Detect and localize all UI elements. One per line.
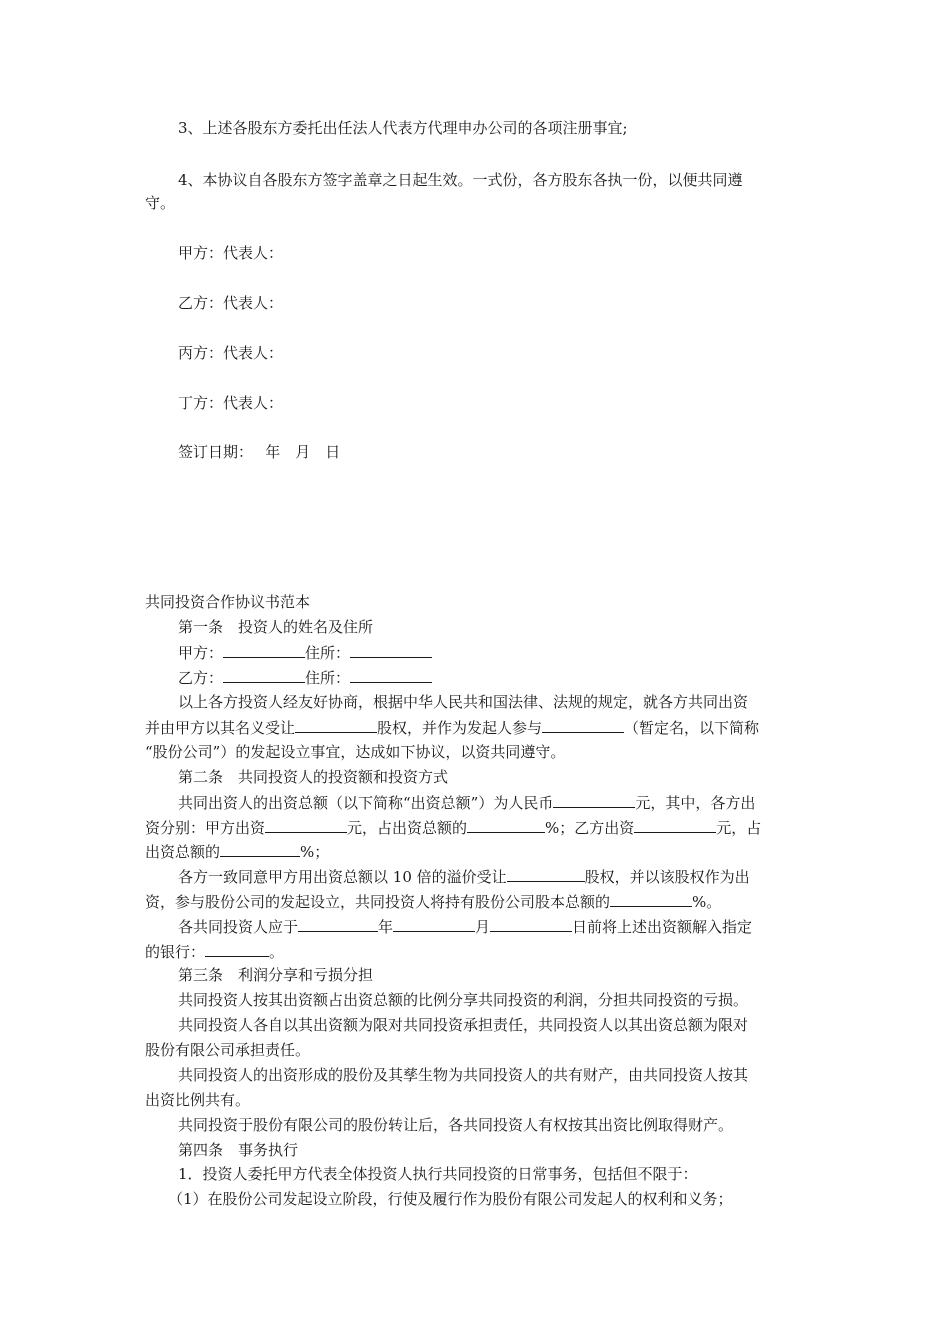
party-a-line bbox=[178, 642, 432, 663]
art4-p1: 1．投资人委托甲方代表全体投资人执行共同投资的日常事务，包括但不限于： bbox=[178, 1165, 698, 1183]
art2-text: 年 bbox=[378, 918, 394, 936]
equity-blank[interactable] bbox=[295, 717, 377, 733]
party-b-label: 乙方： bbox=[178, 669, 224, 687]
art2-text: %；乙方出资 bbox=[545, 819, 635, 837]
intro-line-1: 以上各方投资人经友好协商，根据中华人民共和国法律、法规的规定，就各方共同出资 bbox=[178, 693, 749, 711]
party-b-address-blank[interactable] bbox=[350, 667, 432, 683]
share-percent-blank[interactable] bbox=[610, 891, 692, 907]
art3-p1: 共同投资人按其出资额占出资总额的比例分享共同投资的利润，分担共同投资的亏损。 bbox=[178, 991, 749, 1009]
art2-text: 月 bbox=[475, 918, 491, 936]
article-3-heading: 第三条 利润分享和亏损分担 bbox=[178, 966, 374, 984]
party-b-address-label: 住所： bbox=[305, 669, 351, 687]
month-blank[interactable] bbox=[393, 916, 475, 932]
party-a-name-blank[interactable] bbox=[223, 642, 305, 658]
art2-p1-line-3 bbox=[145, 841, 329, 862]
art2-text: %。 bbox=[692, 893, 722, 911]
art2-text: 各方一致同意甲方用出资总额以 10 倍的溢价受让 bbox=[178, 868, 507, 886]
art2-text: 元，其中，各方出 bbox=[635, 794, 756, 812]
clause-4-line-2: 守。 bbox=[145, 194, 176, 212]
intro-text: 股权，并作为发起人参与 bbox=[377, 719, 543, 737]
party-a-address-label: 住所： bbox=[305, 644, 351, 662]
art2-text: 股权，并以该股权作为出 bbox=[584, 868, 750, 886]
intro-line-2 bbox=[145, 717, 759, 738]
art2-p3-line-2 bbox=[145, 941, 284, 962]
signature-party-b: 乙方：代表人： bbox=[178, 294, 284, 312]
party-b-line bbox=[178, 667, 432, 688]
art2-p1-line-1 bbox=[178, 792, 755, 813]
bank-blank[interactable] bbox=[205, 941, 269, 957]
party-a-percent-blank[interactable] bbox=[467, 817, 545, 833]
art4-p2: （1）在股份公司发起设立阶段，行使及履行作为股份有限公司发起人的权利和义务； bbox=[168, 1190, 733, 1208]
clause-3: 3、上述各股东方委托出任法人代表方代理申办公司的各项注册事宜; bbox=[178, 119, 628, 137]
party-a-address-blank[interactable] bbox=[350, 642, 432, 658]
party-b-amount-blank[interactable] bbox=[634, 817, 716, 833]
article-1-heading: 第一条 投资人的姓名及住所 bbox=[178, 618, 374, 636]
article-4-heading: 第四条 事务执行 bbox=[178, 1141, 299, 1159]
day-blank[interactable] bbox=[490, 916, 572, 932]
art2-text: 资分别：甲方出资 bbox=[145, 819, 266, 837]
party-b-percent-blank[interactable] bbox=[220, 841, 300, 857]
clause-4-line-1: 4、本协议自各股东方签字盖章之日起生效。一式份，各方股东各执一份，以便共同遵 bbox=[178, 171, 743, 189]
art3-p2-line-2: 股份有限公司承担责任。 bbox=[145, 1041, 311, 1059]
intro-text: （暂定名，以下简称 bbox=[624, 719, 760, 737]
signing-date: 签订日期： 年 月 日 bbox=[178, 443, 341, 461]
art2-text: 元，占 bbox=[716, 819, 762, 837]
art3-p4: 共同投资于股份有限公司的股份转让后，各共同投资人有权按其出资比例取得财产。 bbox=[178, 1116, 734, 1134]
art2-text: 共同出资人的出资总额（以下简称“出资总额”）为人民币 bbox=[178, 794, 554, 812]
intro-text: 并由甲方以其名义受让 bbox=[145, 719, 296, 737]
art2-text: 的银行： bbox=[145, 943, 206, 961]
intro-line-3: “股份公司”）的发起设立事宜，达成如下协议，以资共同遵守。 bbox=[145, 743, 566, 761]
party-b-name-blank[interactable] bbox=[223, 667, 305, 683]
signature-party-c: 丙方：代表人： bbox=[178, 344, 284, 362]
company-name-blank[interactable] bbox=[542, 717, 624, 733]
art2-text: 元，占出资总额的 bbox=[347, 819, 468, 837]
art2-p2-line-2 bbox=[145, 891, 721, 912]
art2-p2-line-1 bbox=[178, 866, 750, 887]
art2-text: 各共同投资人应于 bbox=[178, 918, 299, 936]
article-2-heading: 第二条 共同投资人的投资额和投资方式 bbox=[178, 768, 449, 786]
art2-text: 日前将上述出资额解入指定 bbox=[572, 918, 753, 936]
art3-p3-line-2: 出资比例共有。 bbox=[145, 1091, 251, 1109]
art2-text: 出资总额的 bbox=[145, 843, 221, 861]
year-blank[interactable] bbox=[298, 916, 378, 932]
art2-text: %； bbox=[300, 843, 330, 861]
signature-party-a: 甲方：代表人： bbox=[178, 244, 284, 262]
art3-p3-line-1: 共同投资人的出资形成的股份及其孳生物为共同投资人的共有财产，由共同投资人按其 bbox=[178, 1066, 749, 1084]
total-investment-blank[interactable] bbox=[553, 792, 635, 808]
art2-text: 。 bbox=[269, 943, 285, 961]
transfer-equity-blank[interactable] bbox=[507, 866, 585, 882]
party-a-label: 甲方： bbox=[178, 644, 224, 662]
art2-p1-line-2 bbox=[145, 817, 761, 838]
art3-p2-line-1: 共同投资人各自以其出资额为限对共同投资承担责任，共同投资人以其出资总额为限对 bbox=[178, 1016, 749, 1034]
art2-text: 资，参与股份公司的发起设立，共同投资人将持有股份公司股本总额的 bbox=[145, 893, 611, 911]
signature-party-d: 丁方：代表人： bbox=[178, 394, 284, 412]
party-a-amount-blank[interactable] bbox=[265, 817, 347, 833]
art2-p3-line-1 bbox=[178, 916, 752, 937]
document-title: 共同投资合作协议书范本 bbox=[145, 593, 311, 611]
